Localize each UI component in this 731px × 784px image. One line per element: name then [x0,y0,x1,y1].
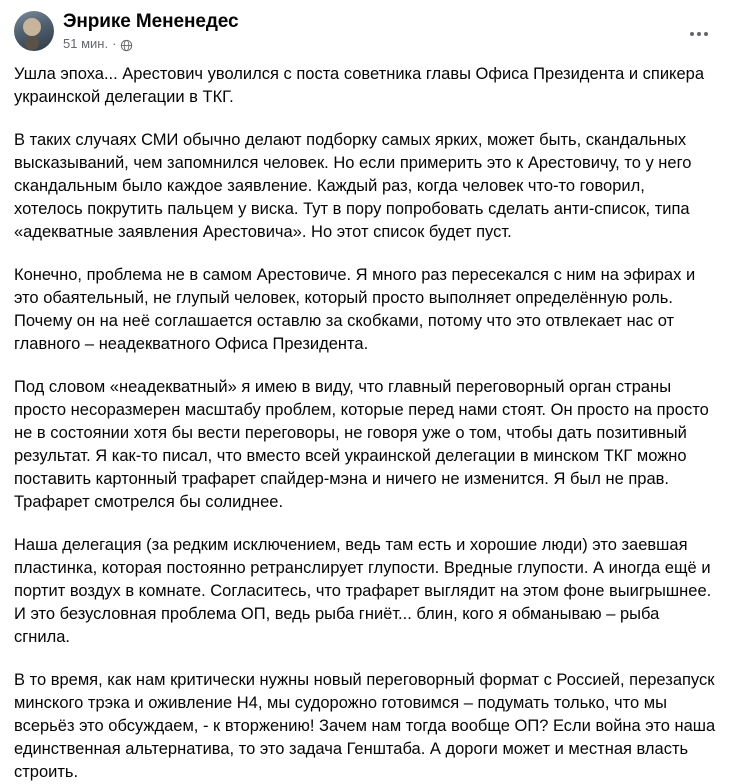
post-paragraph: В то время, как нам критически нужны новый переговорный формат с Россией, перезапуск минского трэка и оживление Н4, мы судорожно готовимся – подумать только, что мы всерьёз это обсуждаем, - к вторжению! Зачем нам тогда вообще ОП? Если война это наша единственная альтернатива, то это задача Генштаба. А дороги может и местная власть строить. [14,671,716,781]
dot [697,32,701,36]
post-body [14,63,717,784]
post-paragraph: Наша делегация (за редким исключением, ведь там есть и хорошие люди) это заевшая пластинка, которая постоянно ретранслирует глупости. Вредные глупости. А иногда ещё и портит воздух в комнате. Согласитесь, что трафарет выглядит на этом фоне выигрышнее. И это безусловная проблема ОП, ведь рыба гниёт... блин, кого я обманываю – рыба сгнила. [14,536,712,646]
post-paragraph: Под словом «неадекватный» я имею в виду, что главный переговорный орган страны просто несоразмерен масштабу проблем, которые перед нами стоят. Он просто на просто не в состоянии хотя бы вести переговоры, не говоря уже о том, чтобы дать позитивный результат. Я как-то писал, что вместо всей украинской делегации в минском ТКГ можно поставить картонный трафарет спайдер-мэна и ничего не изменится. Я был не прав. Трафарет смотрелся бы солиднее. [14,378,709,511]
post-meta [63,36,238,52]
post-timestamp[interactable]: 51 мин. [63,36,109,51]
more-options-icon[interactable] [683,18,715,50]
author-name[interactable]: Энрике Мененедес [63,11,239,32]
dot [704,32,708,36]
meta-separator: · [112,36,117,51]
avatar[interactable] [14,11,54,51]
globe-icon[interactable] [120,39,133,52]
post-paragraph: Ушла эпоха... Арестович уволился с поста советника главы Офиса Президента и спикера украинской делегации в ТКГ. [14,65,704,106]
post-header-text [63,10,238,52]
post-header [14,10,717,56]
post-paragraph: Конечно, проблема не в самом Арестовиче. Я много раз пересекался с ним на эфирах и это обаятельный, не глупый человек, который просто выполняет определённую роль. Почему он на неё соглашается оставлю за скобками, потому что это отвлекает нас от главного – неадекватного Офиса Президента. [14,266,696,353]
dot [690,32,694,36]
post-paragraph: В таких случаях СМИ обычно делают подборку самых ярких, может быть, скандальных высказываний, чем запомнился человек. Но если примерить это к Арестовичу, то у него скандальным было каждое заявление. Каждый раз, когда человек что-то говорил, хотелось покрутить пальцем у виска. Тут в пору попробовать сделать анти-список, типа «адекватные заявления Арестовича». Но этот список будет пуст. [14,131,692,241]
